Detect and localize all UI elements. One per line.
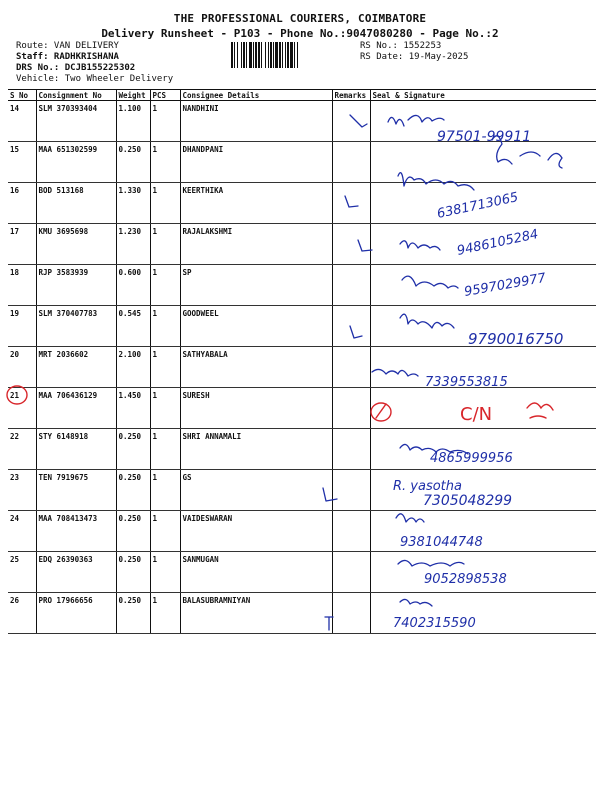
cell-consignee: RAJALAKSHMI — [180, 224, 332, 265]
cell-signature — [370, 265, 596, 306]
handwritten-phone-23: 7305048299 — [423, 493, 513, 509]
table-row — [8, 265, 596, 306]
cell-weight: 0.250 — [116, 593, 150, 634]
col-header-signature: Seal & Signature — [370, 90, 596, 101]
meta-left — [16, 41, 173, 85]
cell-sno: 16 — [8, 183, 36, 224]
cell-signature — [370, 388, 596, 429]
cell-remarks — [332, 593, 370, 634]
table-row — [8, 511, 596, 552]
cell-pcs: 1 — [150, 224, 180, 265]
cell-remarks — [332, 470, 370, 511]
cell-consignment: EDQ 26390363 — [36, 552, 116, 593]
cell-weight: 0.545 — [116, 306, 150, 347]
handwritten-phone-25: 9052898538 — [424, 572, 507, 587]
cell-pcs: 1 — [150, 511, 180, 552]
cell-remarks — [332, 511, 370, 552]
cell-pcs: 1 — [150, 347, 180, 388]
cell-pcs: 1 — [150, 593, 180, 634]
cell-signature — [370, 552, 596, 593]
cell-consignment: TEN 7919675 — [36, 470, 116, 511]
col-header-remarks: Remarks — [332, 90, 370, 101]
col-header-consignment: Consignment No — [36, 90, 116, 101]
cell-remarks — [332, 265, 370, 306]
table-row — [8, 388, 596, 429]
staff-label: Staff: RADHKRISHANA — [16, 52, 119, 62]
cell-pcs: 1 — [150, 306, 180, 347]
cell-consignee: BALASUBRAMNIYAN — [180, 593, 332, 634]
cell-pcs: 1 — [150, 101, 180, 142]
cell-sno: 18 — [8, 265, 36, 306]
cell-consignment: PRO 17966656 — [36, 593, 116, 634]
route-label: Route: VAN DELIVERY — [16, 41, 119, 51]
cell-signature — [370, 142, 596, 183]
cell-weight: 0.600 — [116, 265, 150, 306]
table-row — [8, 183, 596, 224]
cell-sno: 15 — [8, 142, 36, 183]
col-header-sno: S No — [8, 90, 36, 101]
cell-sno: 26 — [8, 593, 36, 634]
barcode-image — [230, 42, 352, 68]
cell-weight: 0.250 — [116, 142, 150, 183]
table-row — [8, 224, 596, 265]
cell-consignment: RJP 3583939 — [36, 265, 116, 306]
col-header-consignee: Consignee Details — [180, 90, 332, 101]
cell-consignment: STY 6148918 — [36, 429, 116, 470]
cell-consignee: SP — [180, 265, 332, 306]
table-row — [8, 306, 596, 347]
cell-consignee: SANMUGAN — [180, 552, 332, 593]
handwritten-phone-26: 7402315590 — [393, 616, 476, 631]
cell-sno: 22 — [8, 429, 36, 470]
handwritten-phone-24: 9381044748 — [400, 535, 483, 550]
cell-consignment: MAA 708413473 — [36, 511, 116, 552]
vehicle-label: Vehicle: Two Wheeler Delivery — [16, 74, 174, 84]
cell-signature — [370, 183, 596, 224]
cell-consignee: VAIDESWARAN — [180, 511, 332, 552]
handwritten-note-21: C/N — [460, 404, 493, 425]
cell-sno: 19 — [8, 306, 36, 347]
cell-consignment: MAA 706436129 — [36, 388, 116, 429]
handwritten-phone-22: 4865999956 — [430, 451, 513, 466]
drs-label: DRS No.: DCJB155225302 — [16, 63, 136, 73]
cell-consignment: MAA 651302599 — [36, 142, 116, 183]
meta-right — [360, 41, 468, 63]
handwritten-phone-19: 9790016750 — [468, 330, 564, 348]
cell-remarks — [332, 101, 370, 142]
table-row — [8, 429, 596, 470]
handwritten-phone-20: 7339553815 — [425, 375, 508, 390]
table-row — [8, 470, 596, 511]
col-header-weight: Weight — [116, 90, 150, 101]
cell-consignee: GS — [180, 470, 332, 511]
cell-remarks — [332, 429, 370, 470]
cell-signature — [370, 429, 596, 470]
cell-remarks — [332, 552, 370, 593]
cell-weight: 0.250 — [116, 470, 150, 511]
cell-sno: 25 — [8, 552, 36, 593]
cell-weight: 0.250 — [116, 552, 150, 593]
table-row — [8, 347, 596, 388]
cell-pcs: 1 — [150, 142, 180, 183]
cell-consignment: BOD 513168 — [36, 183, 116, 224]
handwritten-phone-16: 6381713065 — [435, 190, 520, 222]
cell-pcs: 1 — [150, 183, 180, 224]
cell-pcs: 1 — [150, 388, 180, 429]
handwritten-phone-17: 9486105284 — [455, 227, 540, 259]
cell-sno: 23 — [8, 470, 36, 511]
cell-signature — [370, 470, 596, 511]
cell-consignee: NANDHINI — [180, 101, 332, 142]
cell-weight: 1.100 — [116, 101, 150, 142]
cell-remarks — [332, 347, 370, 388]
handwritten-name-23: R. yasotha — [393, 479, 462, 494]
handwritten-phone-14: 97501-99911 — [437, 129, 532, 145]
cell-consignment: SLM 370407783 — [36, 306, 116, 347]
rs-number: RS No.: 1552253 — [360, 41, 442, 51]
cell-consignee: SURESH — [180, 388, 332, 429]
cell-weight: 1.230 — [116, 224, 150, 265]
table-row — [8, 552, 596, 593]
table-row — [8, 593, 596, 634]
cell-signature — [370, 224, 596, 265]
cell-signature — [370, 347, 596, 388]
cell-consignee: GOODWEEL — [180, 306, 332, 347]
cell-remarks — [332, 183, 370, 224]
cell-signature — [370, 593, 596, 634]
table-row — [8, 101, 596, 142]
cell-weight: 0.250 — [116, 511, 150, 552]
table-header-row — [8, 90, 596, 101]
cell-pcs: 1 — [150, 265, 180, 306]
cell-remarks — [332, 306, 370, 347]
rs-date: RS Date: 19-May-2025 — [360, 52, 469, 62]
cell-consignment: SLM 370393404 — [36, 101, 116, 142]
cell-weight: 2.100 — [116, 347, 150, 388]
cell-sno: 17 — [8, 224, 36, 265]
cell-signature — [370, 101, 596, 142]
cell-consignment: KMU 3695698 — [36, 224, 116, 265]
cell-remarks — [332, 224, 370, 265]
header-subtitle: Delivery Runsheet - P103 - Phone No.:9047080280 - Page No.:2 — [101, 27, 499, 40]
cell-weight: 0.250 — [116, 429, 150, 470]
cell-pcs: 1 — [150, 470, 180, 511]
cell-consignee: KEERTHIKA — [180, 183, 332, 224]
cell-remarks — [332, 388, 370, 429]
col-header-pcs: PCS — [150, 90, 180, 101]
cell-signature — [370, 306, 596, 347]
header-title: THE PROFESSIONAL COURIERS, COIMBATORE — [173, 12, 427, 25]
handwritten-phone-18: 9597029977 — [463, 270, 548, 300]
cell-sno: 24 — [8, 511, 36, 552]
cell-pcs: 1 — [150, 552, 180, 593]
cell-signature — [370, 511, 596, 552]
runsheet-table — [8, 89, 596, 634]
cell-weight: 1.450 — [116, 388, 150, 429]
cell-sno: 20 — [8, 347, 36, 388]
cell-remarks — [332, 142, 370, 183]
cell-consignee: SATHYABALA — [180, 347, 332, 388]
cell-pcs: 1 — [150, 429, 180, 470]
cell-consignee: DHANDPANI — [180, 142, 332, 183]
cell-consignment: MRT 2036602 — [36, 347, 116, 388]
table-row — [8, 142, 596, 183]
cell-sno: 14 — [8, 101, 36, 142]
cell-weight: 1.330 — [116, 183, 150, 224]
cell-consignee: SHRI ANNAMALI — [180, 429, 332, 470]
cell-sno: 21 — [8, 388, 36, 429]
